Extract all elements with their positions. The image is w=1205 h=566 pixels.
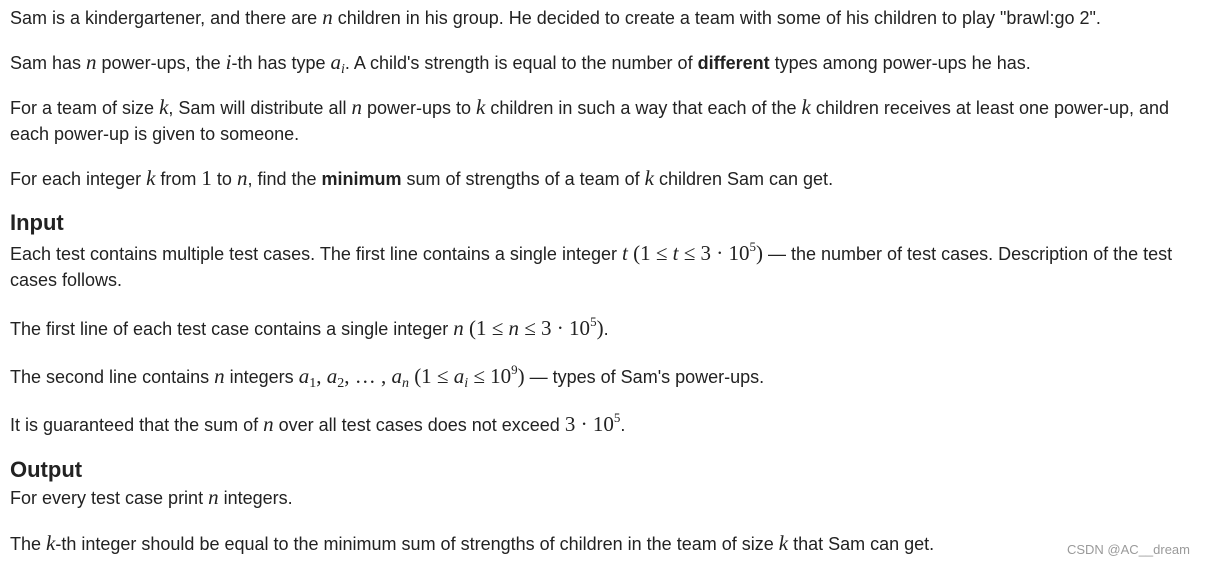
math-var: a — [453, 364, 465, 388]
math-k — [46, 531, 55, 555]
watermark: CSDN @AC__dream — [1066, 542, 1190, 557]
math-text: ) — [517, 364, 525, 388]
math-var: k — [476, 95, 486, 119]
math-n — [86, 50, 97, 74]
math-sum-limit — [565, 412, 621, 436]
math-text: , — [316, 364, 327, 388]
math-var: n — [351, 95, 362, 119]
math-var: n — [236, 166, 248, 190]
math-text: (1 ≤ — [408, 364, 454, 388]
math-one: 1 — [201, 166, 212, 190]
text: sum of strengths of a team of — [401, 169, 645, 189]
math-n — [322, 5, 333, 29]
text: For every test case print — [10, 488, 209, 508]
text: -th integer should be equal to the minimum sum of strengths of children in the team of size — [55, 534, 779, 554]
math-exponent: 9 — [511, 362, 518, 377]
text: — the number of test cases. Description of the test cases follows. — [10, 244, 1173, 290]
input-paragraph-2 — [10, 315, 609, 342]
math-k — [476, 95, 485, 119]
text: -th has type — [231, 53, 331, 73]
math-var: k — [644, 166, 654, 190]
math-var: n — [208, 485, 219, 509]
math-var: t — [672, 241, 679, 265]
math-n-range — [464, 316, 604, 340]
math-var: n — [214, 364, 225, 388]
math-t-range — [628, 241, 763, 265]
math-k — [146, 166, 155, 190]
text: For a team of size — [10, 98, 160, 118]
math-a-range — [408, 362, 525, 391]
text: power-ups to — [361, 98, 477, 118]
math-text: (1 ≤ — [463, 316, 509, 340]
text: For each integer — [10, 169, 147, 189]
statement-paragraph-4 — [10, 165, 833, 192]
math-k — [645, 166, 654, 190]
text: The — [10, 534, 47, 554]
math-var: a — [330, 50, 342, 74]
text: It is guaranteed that the sum of — [10, 415, 264, 435]
math-var: n — [86, 50, 97, 74]
text: Sam is a kindergartener, and there are — [10, 8, 323, 28]
text: that Sam can get. — [788, 534, 935, 554]
math-text: , … , — [344, 364, 392, 388]
math-var: a — [391, 364, 402, 388]
text: Each test contains multiple test cases. The first line contains a single integer — [10, 244, 622, 264]
text: children in such a way that each of the — [485, 98, 802, 118]
math-var: k — [801, 95, 811, 119]
math-var: k — [778, 531, 789, 555]
math-exponent: 5 — [590, 314, 597, 329]
math-k — [779, 531, 788, 555]
math-var: n — [453, 316, 464, 340]
math-subscript: 2 — [337, 376, 345, 391]
text: children Sam can get. — [653, 169, 834, 189]
text: children receives at least one power-up, and each power-up is given to someone. — [10, 98, 1170, 144]
text: . — [603, 319, 609, 339]
math-text: ≤ 10 — [468, 364, 512, 388]
math-n — [351, 95, 362, 119]
input-heading: Input — [10, 210, 64, 235]
text: to — [211, 169, 237, 189]
math-text: 3 · 10 — [564, 412, 614, 436]
math-k — [159, 95, 168, 119]
math-n — [263, 412, 274, 436]
math-text: ≤ 3 · 10 — [678, 241, 750, 265]
input-paragraph-3 — [10, 363, 764, 390]
text: . A child's strength is equal to the number of — [344, 53, 698, 73]
bold-text: minimum — [321, 169, 402, 189]
text: from — [155, 169, 202, 189]
output-paragraph-1 — [10, 484, 293, 511]
statement-paragraph-1 — [10, 4, 1101, 31]
text: children in his group. He decided to create a team with some of his children to play "brawl:go 2". — [332, 8, 1101, 28]
text: The second line contains — [10, 367, 215, 387]
math-var: k — [159, 95, 169, 119]
math-var: a — [298, 364, 310, 388]
output-heading: Output — [10, 457, 83, 482]
text: — types of Sam's power-ups. — [524, 367, 765, 387]
math-text: ) — [755, 241, 763, 265]
text: power-ups, the — [96, 53, 226, 73]
math-var: t — [621, 241, 628, 265]
math-subscript: 1 — [309, 376, 317, 391]
math-text: ) — [596, 316, 604, 340]
math-var: k — [146, 166, 156, 190]
math-subscript: i — [341, 62, 345, 77]
math-exponent: 5 — [749, 239, 756, 254]
math-n — [237, 166, 248, 190]
math-text: (1 ≤ — [627, 241, 673, 265]
statement-paragraph-3 — [10, 94, 1200, 147]
math-a-sequence — [298, 364, 409, 391]
math-k — [802, 95, 811, 119]
math-var: i — [225, 50, 232, 74]
math-exponent: 5 — [613, 410, 621, 425]
text: . — [620, 415, 626, 435]
math-var: n — [508, 316, 520, 340]
text: , Sam will distribute all — [168, 98, 352, 118]
math-n — [214, 364, 225, 388]
text: types among power-ups he has. — [769, 53, 1031, 73]
input-paragraph-1 — [10, 240, 1200, 293]
math-n — [453, 316, 464, 340]
statement-paragraph-2 — [10, 49, 1031, 76]
text: , find the — [247, 169, 322, 189]
text: over all test cases does not exceed — [273, 415, 565, 435]
math-a-i — [330, 50, 345, 77]
math-n — [208, 485, 219, 509]
text: integers — [224, 367, 299, 387]
output-paragraph-2 — [10, 530, 934, 557]
math-subscript: n — [401, 376, 409, 391]
input-paragraph-4 — [10, 411, 625, 438]
math-text: ≤ 3 · 10 — [519, 316, 591, 340]
text: Sam has — [10, 53, 87, 73]
text: The first line of each test case contains a single integer — [10, 319, 454, 339]
text: integers. — [218, 488, 293, 508]
math-var: n — [263, 412, 274, 436]
math-var: n — [322, 5, 333, 29]
math-var: a — [326, 364, 338, 388]
math-subscript: i — [464, 376, 469, 391]
bold-text: different — [697, 53, 770, 73]
math-var: k — [46, 531, 56, 555]
